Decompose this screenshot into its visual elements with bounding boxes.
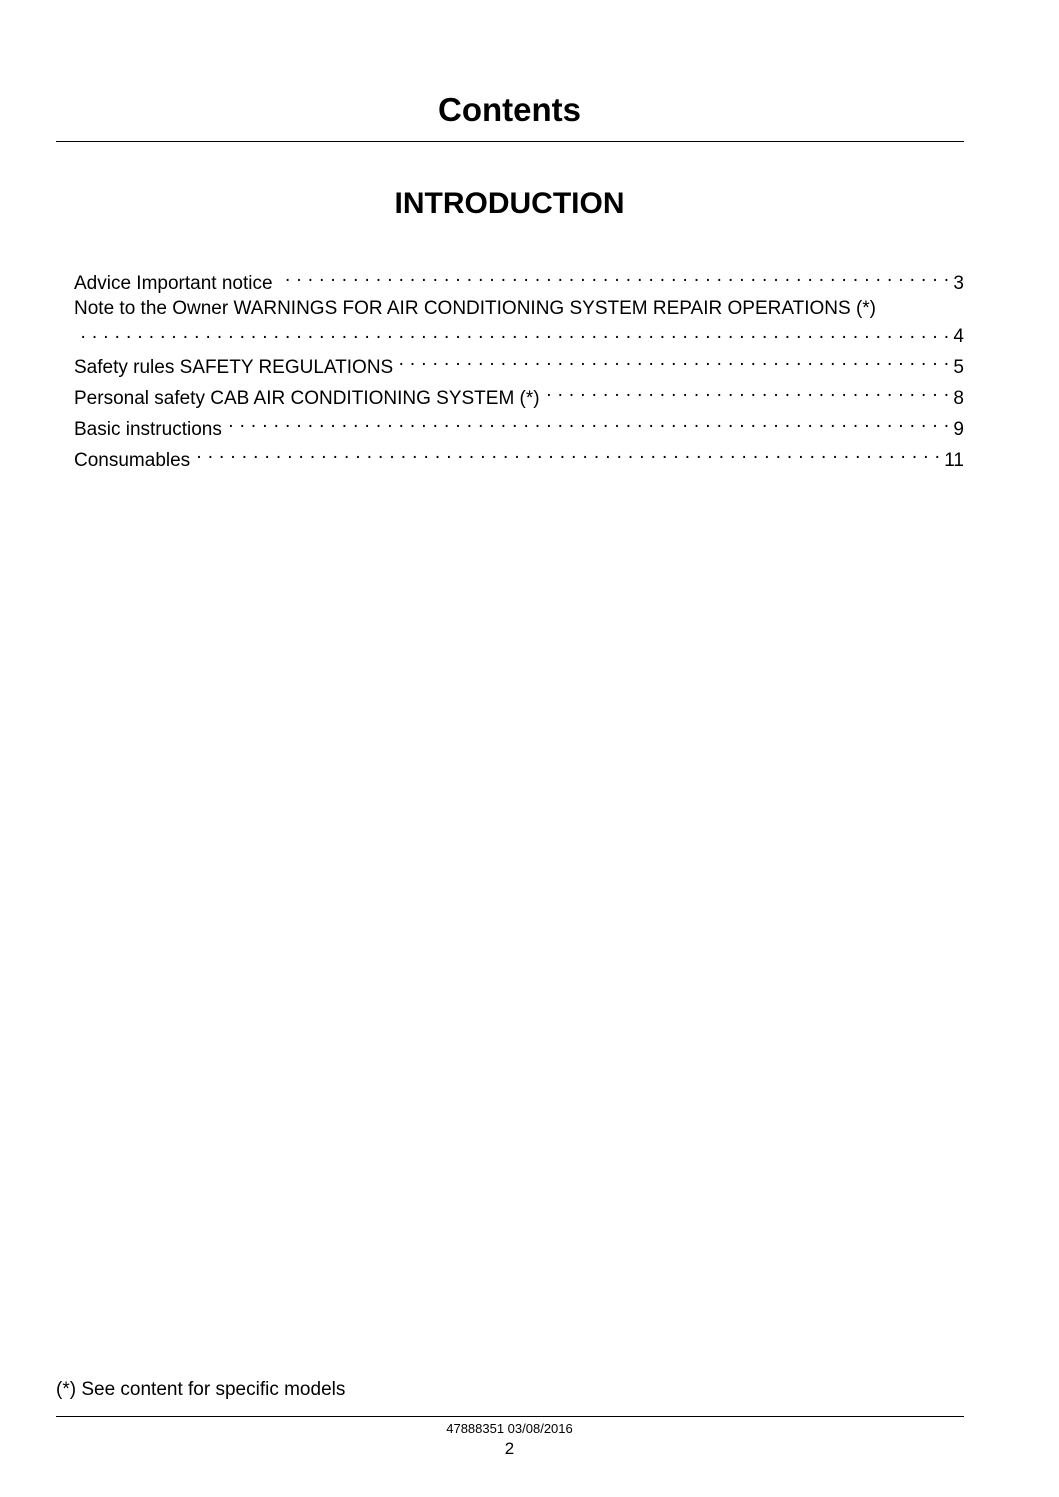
toc-entry-label: Note to the Owner WARNINGS FOR AIR CONDITIONING SYSTEM REPAIR OPERATIONS (*) [74, 298, 876, 319]
toc-leader-dots [78, 324, 949, 342]
footer-document-id: 47888351 03/08/2016 [446, 1421, 573, 1436]
footer-page-number: 2 [504, 1439, 515, 1458]
toc-entry-page: 11 [944, 450, 964, 471]
toc-entry-page: 8 [953, 388, 964, 409]
toc-entry-page: 9 [953, 419, 964, 440]
footnote: (*) See content for specific models [56, 1379, 346, 1400]
toc-entry[interactable] [74, 378, 964, 409]
toc-entry[interactable] [74, 440, 964, 471]
toc-entry-label: Consumables [74, 450, 191, 471]
toc-leader-dots [228, 409, 950, 435]
header-divider [56, 141, 964, 142]
toc-leader-dots [196, 440, 940, 466]
toc-entry-label: Basic instructions [74, 419, 222, 440]
toc-entry-label: Personal safety CAB AIR CONDITIONING SYSTEM (*) [74, 388, 540, 409]
toc-entry[interactable] [74, 263, 964, 294]
toc-entry-label: Advice Important notice [74, 273, 273, 294]
toc-leader-dots [399, 347, 949, 373]
toc-leader-dots [546, 378, 950, 404]
toc-entry[interactable] [74, 294, 964, 347]
toc-entry-page: 5 [953, 357, 964, 378]
toc-entry-label: Safety rules SAFETY REGULATIONS [74, 357, 394, 378]
page-title: Contents [438, 91, 581, 128]
toc-entry[interactable] [74, 347, 964, 378]
toc-entry-page: 3 [953, 273, 964, 294]
toc-entry-page: 4 [953, 326, 964, 347]
toc-leader-dots [279, 263, 950, 289]
table-of-contents [74, 263, 964, 471]
section-title: INTRODUCTION [394, 187, 625, 220]
footer-divider [56, 1416, 964, 1417]
toc-entry[interactable] [74, 409, 964, 440]
